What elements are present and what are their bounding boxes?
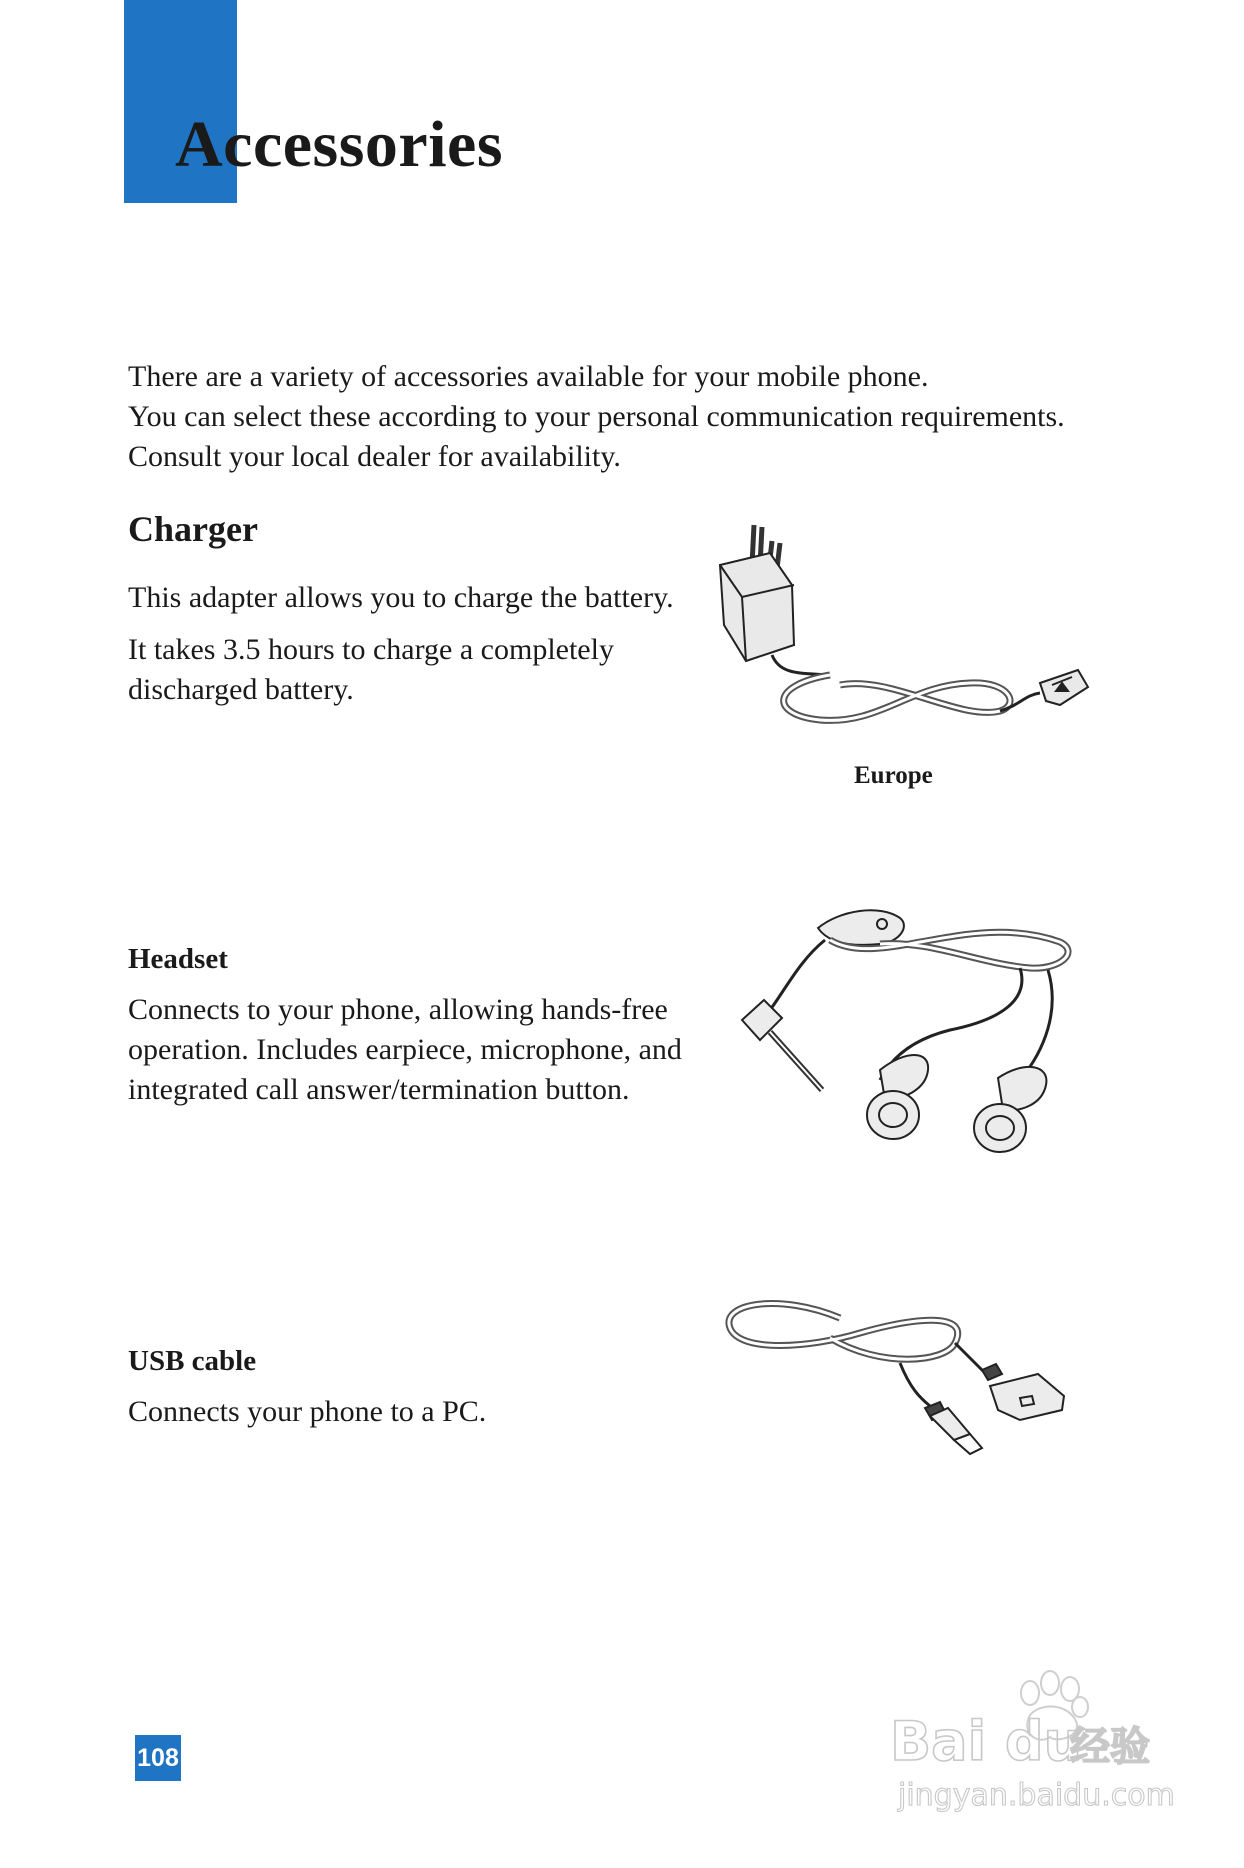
charger-heading: Charger: [128, 509, 258, 549]
watermark-brand: Bai du: [890, 1710, 1083, 1773]
charger-description: [128, 578, 674, 618]
headset-heading: Headset: [128, 943, 228, 975]
usb-line: Connects your phone to a PC.: [128, 1395, 487, 1428]
watermark-brand-cn: 经验: [1070, 1724, 1150, 1770]
headset-line: integrated call answer/termination button.: [128, 1073, 630, 1106]
page-title: Accessories: [175, 108, 504, 181]
usb-heading: USB cable: [128, 1345, 257, 1377]
usb-cable-illustration: [720, 1288, 1080, 1468]
intro-line: Consult your local dealer for availability.: [128, 440, 621, 473]
charger-illustration: [710, 515, 1090, 745]
headset-line: Connects to your phone, allowing hands-free: [128, 993, 668, 1026]
charger-line: It takes 3.5 hours to charge a completely: [128, 633, 614, 666]
usb-description: [128, 1392, 486, 1432]
intro-paragraph: [128, 357, 1065, 477]
headset-line: operation. Includes earpiece, microphone, and: [128, 1033, 682, 1066]
headset-description: [128, 990, 682, 1110]
intro-line: You can select these according to your personal communication requirements.: [128, 400, 1065, 433]
headset-illustration: [730, 900, 1070, 1155]
charger-line: discharged battery.: [128, 673, 354, 706]
charger-line: This adapter allows you to charge the battery.: [128, 581, 674, 614]
baidu-watermark: [880, 1655, 1180, 1835]
charger-caption: Europe: [854, 762, 933, 789]
charger-charge-time: [128, 630, 614, 710]
page-number: 108: [135, 1735, 181, 1781]
intro-line: There are a variety of accessories available for your mobile phone.: [128, 360, 929, 393]
watermark-url: jingyan.baidu.com: [898, 1778, 1175, 1813]
